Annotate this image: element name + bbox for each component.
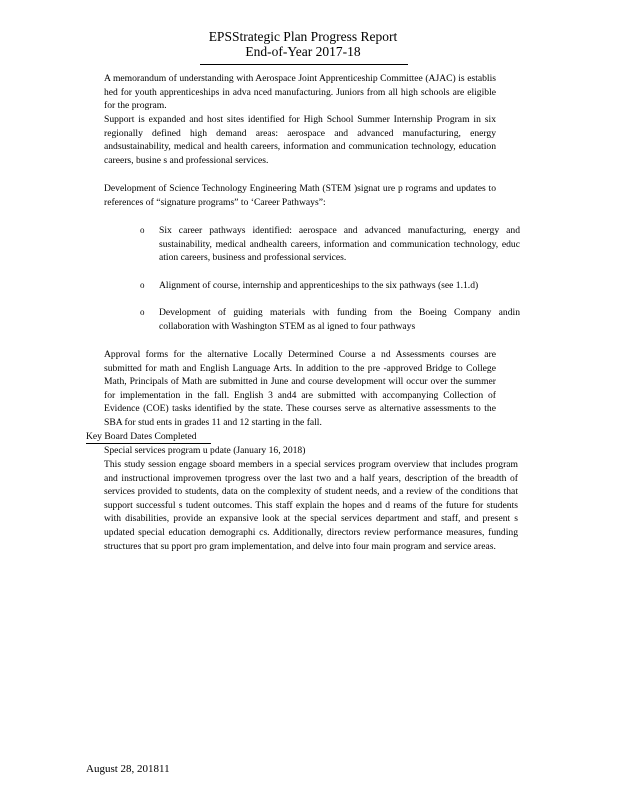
- completed-item-body: This study session engage sboard members in a special services program overview that includes program and instructional improvemen tprogress over the last two and a half years, description of the breadth of services provided to students, data on the complexity of student needs, and a review of the conditions that support successful s tudent outcomes. This staff explain the hopes and d reams of the future for students with disabilities, provide an expansive look at the special services department and staff, and present s updated special education demographi cs. Additionally, directors review performance measures, funding structures that su pport pro gram implementation, and delve into four main program and service areas.: [104, 459, 518, 552]
- report-title: EPSStrategic Plan Progress Report: [208, 29, 398, 44]
- circle-bullet-icon: o: [140, 307, 145, 317]
- sub-bullet-item: [140, 279, 520, 293]
- sub-bullet-text: Alignment of course, internship and apprenticeships to the six pathways (see 1.1.d): [159, 280, 479, 291]
- page-footer: August 28, 201811: [86, 763, 170, 775]
- bullet-item: [86, 113, 496, 167]
- bullet-text: Support is expanded and host sites identified for High School Summer Internship Program in six regionally defined high demand areas: aerospace and advanced manufacturing, energy andsustainability, medical and health careers, information and communication technology, education careers, busine s and professional services.: [104, 114, 496, 166]
- completed-item: [86, 444, 496, 458]
- bullet-item: [86, 182, 496, 209]
- bullet-text: Development of Science Technology Engineering Math (STEM )signat ure p rograms and updates to references of “signature programs” to ‘Career Pathways”:: [104, 183, 496, 208]
- bullet-text: A memorandum of understanding with Aerospace Joint Apprenticeship Committee (AJAC) is establis hed for youth apprenticeships in adva nced manufacturing. Juniors from all high schools are eligible for the program.: [104, 73, 496, 112]
- sub-bullet-item: [140, 306, 520, 333]
- bullet-item: [86, 348, 496, 430]
- sub-bullet-text: Six career pathways identified: aerospace and advanced manufacturing, energy and sustainability, medical andhealth careers, information and communication technology, educ ation careers, business and professional services.: [159, 225, 520, 264]
- title-underline: [200, 64, 408, 65]
- report-subtitle: End-of-Year 2017-18: [245, 44, 361, 59]
- sub-bullet-text: Development of guiding materials with funding from the Boeing Company andin collaboration with Washington STEM as al igned to four pathways: [159, 307, 520, 332]
- sub-bullet-item: [140, 224, 520, 265]
- bullet-item: [86, 72, 496, 113]
- circle-bullet-icon: o: [140, 225, 145, 235]
- section-heading: Key Board Dates Completed: [86, 430, 211, 444]
- circle-bullet-icon: o: [140, 280, 145, 290]
- bullet-text: Approval forms for the alternative Locally Determined Course a nd Assessments courses are submitted for math and English Language Arts. In addition to the pre -approved Bridge to College Math, Principals of Math are submitted in June and course development will occur over the summer for implementation in the fall. English 3 and4 are submitted with accompanying Collection of Evidence (COE) tasks identified by the state. These courses serve as alternative assessments to the SBA for stud ents in grades 11 and 12 starting in the fall.: [104, 349, 496, 428]
- completed-item-title: Special services program u pdate (January 16, 2018): [104, 445, 306, 456]
